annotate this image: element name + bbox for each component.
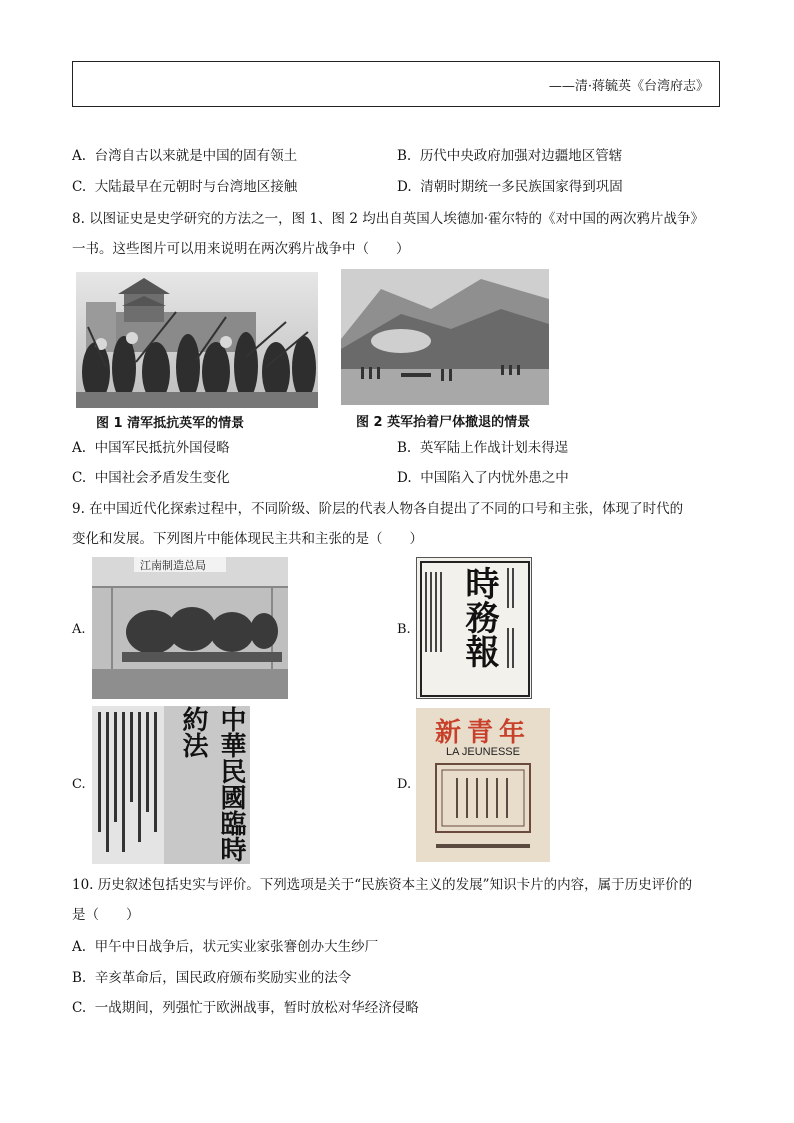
q7-option-c[interactable]: C. 大陆最早在元朝时与台湾地区接触 (72, 179, 298, 195)
q10-stem-line2: 是（ ） (72, 907, 140, 923)
q9-label-a[interactable]: A. (72, 622, 86, 637)
fig2-caption: 图 2 英军抬着尸体撤退的情景 (356, 415, 531, 430)
q7-option-a[interactable]: A. 台湾自古以来就是中国的固有领土 (72, 148, 298, 164)
q9-image-c[interactable] (92, 706, 250, 864)
q9-label-d[interactable]: D. (397, 777, 412, 792)
q10-option-b[interactable]: B. 辛亥革命后，国民政府颁布奖励实业的法令 (72, 970, 352, 986)
q8-option-c[interactable]: C. 中国社会矛盾发生变化 (72, 470, 230, 486)
fig2-image (341, 269, 549, 405)
q9-image-a-label: 江南制造总局 (140, 559, 206, 572)
q8-stem-line2: 一书。这些图片可以用来说明在两次鸦片战争中（ ） (72, 241, 410, 257)
fig1-image (76, 272, 318, 408)
q9-image-c-title: 中華民國臨時約法 (178, 706, 246, 862)
q9-image-b[interactable] (416, 557, 532, 699)
q9-image-b-title: 時務報 (459, 566, 499, 668)
q9-image-a[interactable] (92, 557, 288, 699)
q9-label-c[interactable]: C. (72, 777, 86, 792)
q9-stem-line1: 9. 在中国近代化探索过程中，不同阶级、阶层的代表人物各自提出了不同的口号和主张，体现了时代的 (72, 501, 684, 517)
q9-label-b[interactable]: B. (397, 622, 411, 637)
q8-option-d[interactable]: D. 中国陷入了内忧外患之中 (397, 470, 569, 486)
q9-image-d[interactable] (416, 708, 550, 862)
quote-source: ——清·蒋毓英《台湾府志》 (548, 79, 709, 94)
q8-option-b[interactable]: B. 英军陆上作战计划未得逞 (397, 440, 569, 456)
q8-stem-line1: 8. 以图证史是史学研究的方法之一，图 1、图 2 均出自英国人埃德加·霍尔特的《对中国的两次鸦片战争》 (72, 211, 705, 227)
fig1-caption: 图 1 清军抵抗英军的情景 (96, 416, 245, 431)
q9-image-d-title-en: LA JEUNESSE (446, 746, 520, 758)
q10-stem-line1: 10. 历史叙述包括史实与评价。下列选项是关于“民族资本主义的发展”知识卡片的内容，属于历史评价的 (72, 877, 693, 893)
q7-option-d[interactable]: D. 清朝时期统一多民族国家得到巩固 (397, 179, 623, 195)
q10-option-a[interactable]: A. 甲午中日战争后，状元实业家张謇创办大生纱厂 (72, 939, 379, 955)
q8-option-a[interactable]: A. 中国军民抵抗外国侵略 (72, 440, 230, 456)
q7-option-b[interactable]: B. 历代中央政府加强对边疆地区管辖 (397, 148, 623, 164)
q9-stem-line2: 变化和发展。下列图片中能体现民主共和主张的是（ ） (72, 531, 423, 547)
quote-box (72, 61, 720, 107)
q10-option-c[interactable]: C. 一战期间，列强忙于欧洲战事，暂时放松对华经济侵略 (72, 1000, 419, 1016)
q9-image-d-title-cn: 新青年 (434, 718, 531, 748)
